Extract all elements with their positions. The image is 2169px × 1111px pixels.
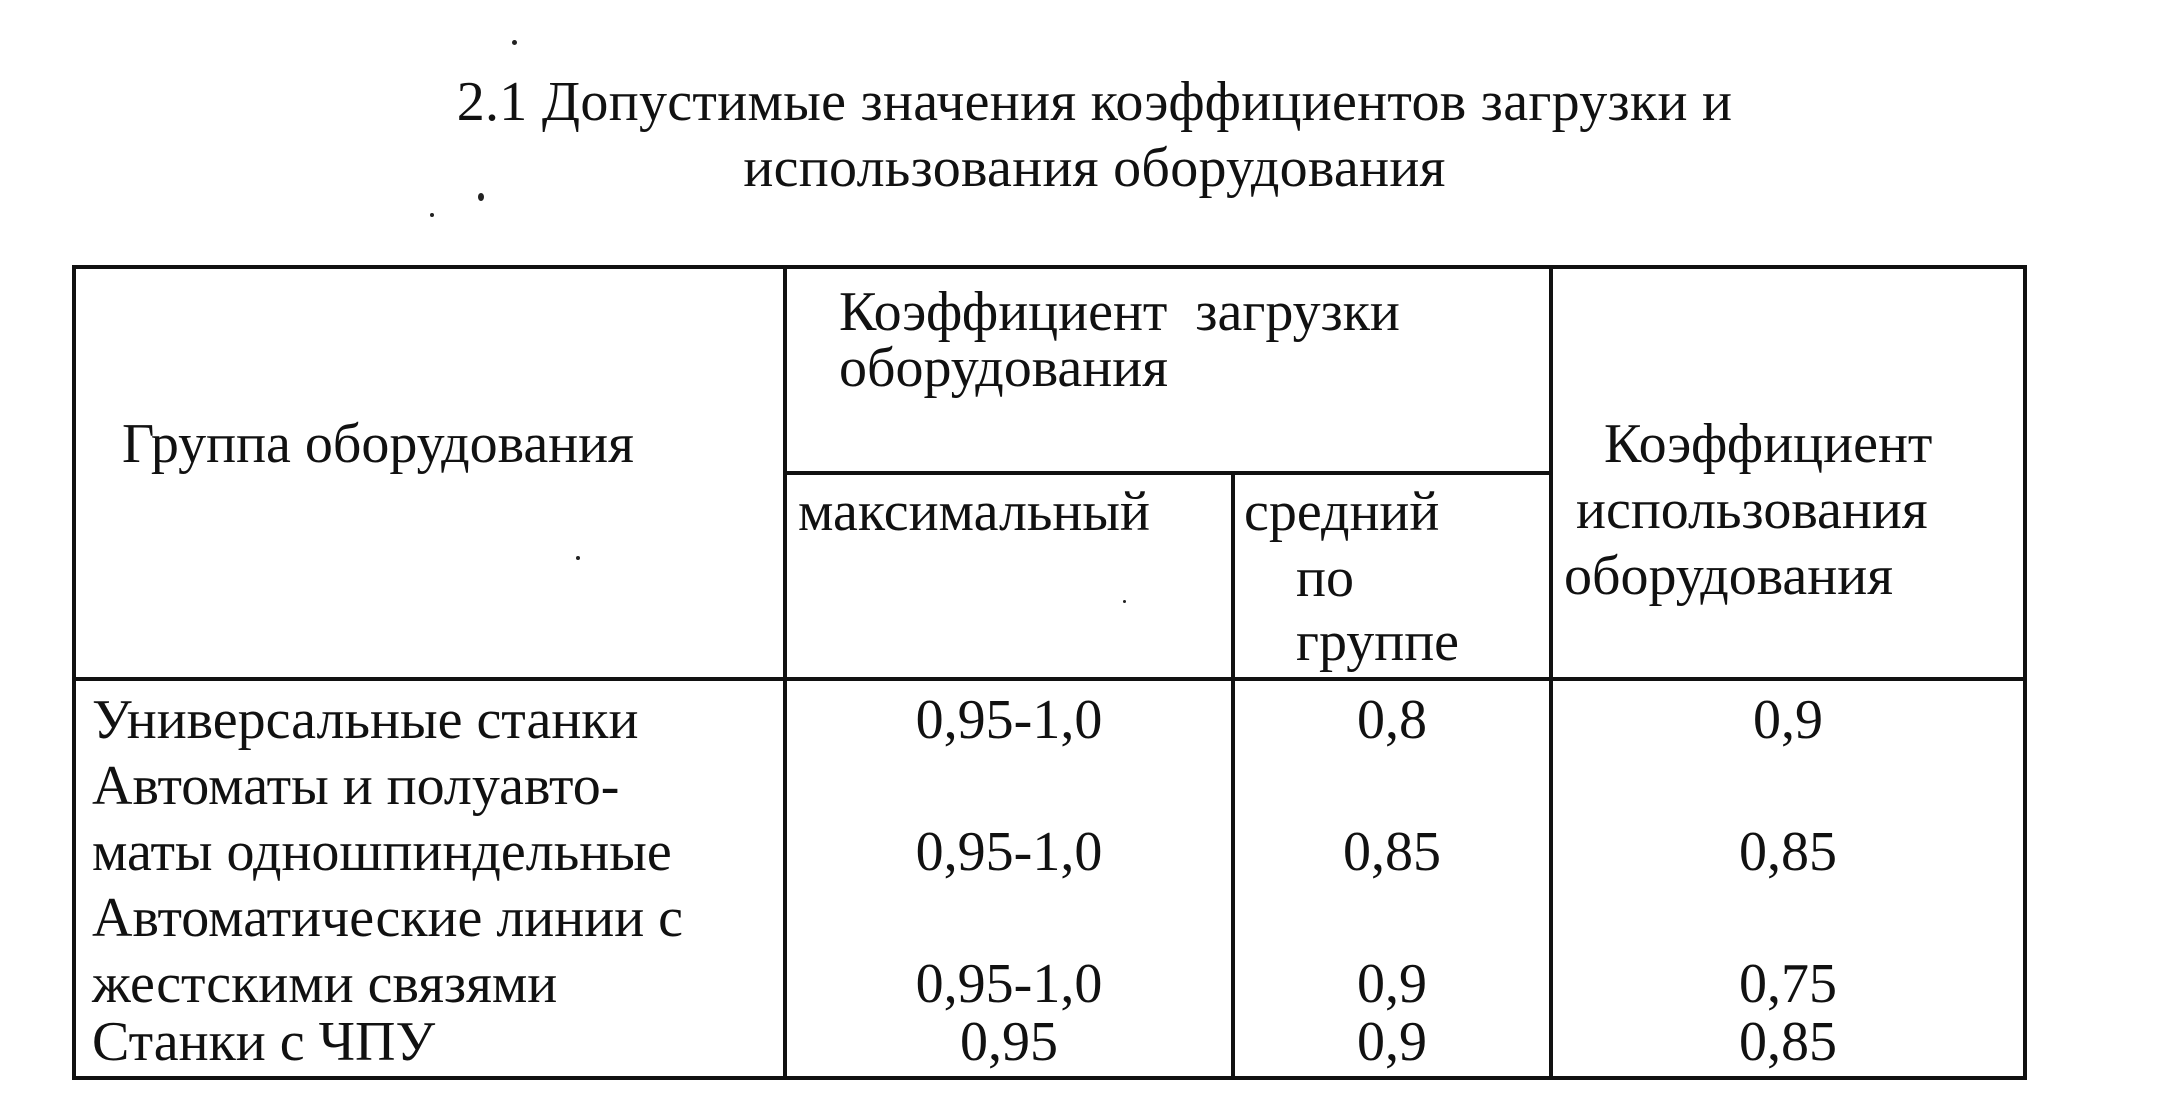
header-load-coef-line-1: Коэффициент загрузки	[839, 281, 1400, 343]
header-avg-line-3: группе	[1296, 611, 1460, 673]
row-2-use: 0,85	[1739, 821, 1837, 883]
scan-speck	[430, 213, 434, 217]
row-3-use: 0,75	[1739, 953, 1837, 1015]
header-use-coef-line-1: Коэффициент	[1604, 413, 1933, 475]
row-3-name-line-1: Автоматические линии с	[92, 887, 684, 949]
header-group: Группа оборудования	[122, 413, 634, 475]
row-3-avg: 0,9	[1357, 953, 1427, 1015]
table-rule	[76, 677, 2023, 681]
row-3-name-line-2: жестскими связями	[92, 953, 558, 1015]
row-1-use: 0,9	[1753, 689, 1823, 751]
header-avg-line-1: средний	[1244, 481, 1440, 543]
header-load-coef-line-2: оборудования	[839, 337, 1168, 399]
table-title-line-2: использования оборудования	[743, 137, 1446, 199]
row-4-max: 0,95	[960, 1011, 1058, 1073]
row-2-name-line-2: маты одношпиндельные	[92, 821, 672, 883]
coefficients-table	[72, 265, 2027, 1080]
header-avg-line-2: по	[1296, 547, 1354, 609]
header-use-coef-line-2: использования	[1576, 479, 1928, 541]
scan-speck	[478, 193, 484, 201]
header-use-coef-line-3: оборудования	[1564, 545, 1893, 607]
row-2-avg: 0,85	[1343, 821, 1441, 883]
row-4-name: Станки с ЧПУ	[92, 1011, 436, 1073]
table-title-line-1: 2.1 Допустимые значения коэффициентов загрузки и	[456, 71, 1733, 133]
row-1-avg: 0,8	[1357, 689, 1427, 751]
header-max: максимальный	[798, 481, 1150, 543]
table-rule	[783, 471, 1553, 475]
scan-speck	[512, 40, 517, 45]
row-1-max: 0,95-1,0	[915, 689, 1103, 751]
row-1-name: Универсальные станки	[92, 689, 639, 751]
row-2-name-line-1: Автоматы и полуавто-	[92, 755, 620, 817]
row-2-max: 0,95-1,0	[915, 821, 1103, 883]
row-4-use: 0,85	[1739, 1011, 1837, 1073]
row-4-avg: 0,9	[1357, 1011, 1427, 1073]
row-3-max: 0,95-1,0	[915, 953, 1103, 1015]
